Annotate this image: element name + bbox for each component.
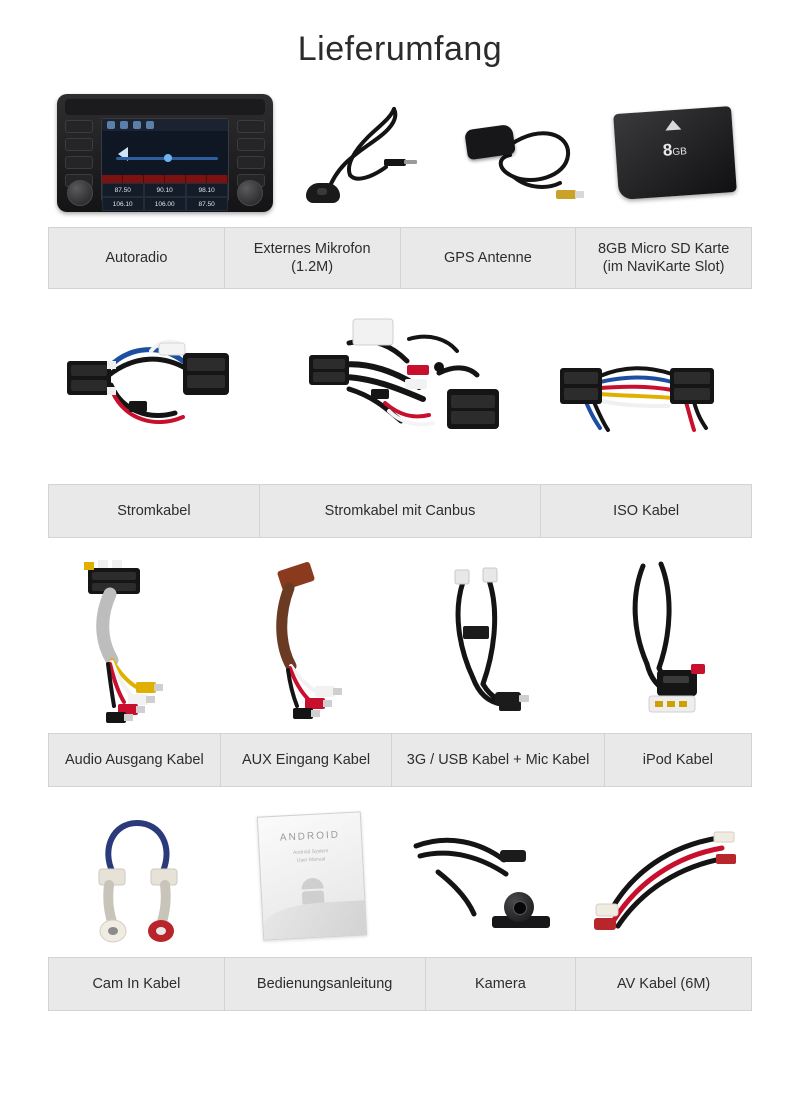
contents-row-4 — [48, 797, 752, 1011]
canbus-power-cable-image — [284, 300, 534, 480]
label-iso-kabel: ISO Kabel — [613, 502, 680, 519]
aux-input-svg — [235, 552, 395, 727]
row-3-labels — [48, 733, 752, 787]
audio-output-svg — [54, 552, 224, 727]
power-cable-svg — [51, 305, 281, 475]
label-av-kabel: AV Kabel (6M) — [617, 975, 711, 992]
cam-in-cable-image — [48, 798, 224, 953]
label-kamera: Kamera — [426, 958, 577, 1010]
radio-preset: 106.00 — [144, 197, 186, 211]
usb-mic-svg — [403, 552, 578, 727]
radio-preset: 87.50 — [102, 183, 144, 197]
manual-brand: ANDROID — [279, 828, 341, 844]
manual-subtitle-1: Android System — [292, 847, 329, 856]
row-2-labels — [48, 484, 752, 538]
gps-antenna-image — [447, 83, 597, 223]
manual-subtitle-2: User Manual — [296, 855, 326, 864]
label-micro-sd-karte — [576, 228, 751, 288]
row-3-images — [48, 548, 752, 733]
label-cam-in-kabel: Cam In Kabel — [49, 958, 225, 1010]
radio-preset: 87.50 — [186, 197, 228, 211]
label-3g-usb-mic-kabel: 3G / USB Kabel + Mic Kabel — [392, 734, 604, 786]
label-ipod-kabel: iPod Kabel — [642, 751, 713, 768]
label-audio-ausgang-kabel: Audio Ausgang Kabel — [49, 734, 221, 786]
label-line-1: 8GB Micro SD Karte — [597, 240, 730, 257]
microphone-image — [283, 83, 443, 223]
ipod-cable-svg — [587, 552, 747, 727]
av-cable-image — [576, 798, 752, 953]
car-radio-image — [50, 83, 280, 223]
radio-preset: 90.10 — [144, 183, 186, 197]
row-4-labels — [48, 957, 752, 1011]
row-1-images — [48, 79, 752, 227]
label-bedienungsanleitung: Bedienungsanleitung — [225, 958, 426, 1010]
contents-row-2 — [48, 299, 752, 538]
page-title: Lieferumfang — [297, 30, 503, 68]
radio-preset: 106.10 — [102, 197, 144, 211]
label-line-2: (1.2M) — [291, 259, 334, 275]
iso-cable-image — [534, 300, 752, 480]
label-autoradio: Autoradio — [49, 228, 225, 288]
label-stromkabel: Stromkabel — [49, 485, 260, 537]
canbus-cable-svg — [289, 303, 529, 478]
label-line-2: (im NaviKarte Slot) — [602, 259, 725, 275]
cam-in-cable-svg — [51, 801, 221, 951]
contents-row-1 — [48, 79, 752, 289]
label-line-1: Externes Mikrofon — [253, 240, 371, 257]
radio-preset: 98.10 — [186, 183, 228, 197]
label-gps-antenne: GPS Antenne — [401, 228, 577, 288]
sd-capacity-unit: GB — [672, 146, 688, 159]
row-4-images — [48, 797, 752, 957]
label-aux-eingang-kabel: AUX Eingang Kabel — [221, 734, 393, 786]
sd-capacity-number: 8 — [662, 140, 674, 160]
manual-image — [224, 798, 400, 953]
contents-row-3 — [48, 548, 752, 787]
ipod-cable-image — [582, 549, 752, 729]
audio-output-cable-image — [49, 549, 229, 729]
usb-mic-cable-image — [401, 549, 581, 729]
sd-card-image — [600, 83, 750, 223]
row-2-images — [48, 299, 752, 484]
power-cable-image — [48, 300, 284, 480]
camera-image — [400, 798, 576, 953]
label-stromkabel-canbus: Stromkabel mit Canbus — [260, 485, 541, 537]
av-cable-svg — [584, 816, 744, 946]
label-externes-mikrofon — [225, 228, 401, 288]
iso-cable-svg — [538, 310, 748, 470]
aux-input-cable-image — [230, 549, 400, 729]
row-1-labels — [48, 227, 752, 289]
